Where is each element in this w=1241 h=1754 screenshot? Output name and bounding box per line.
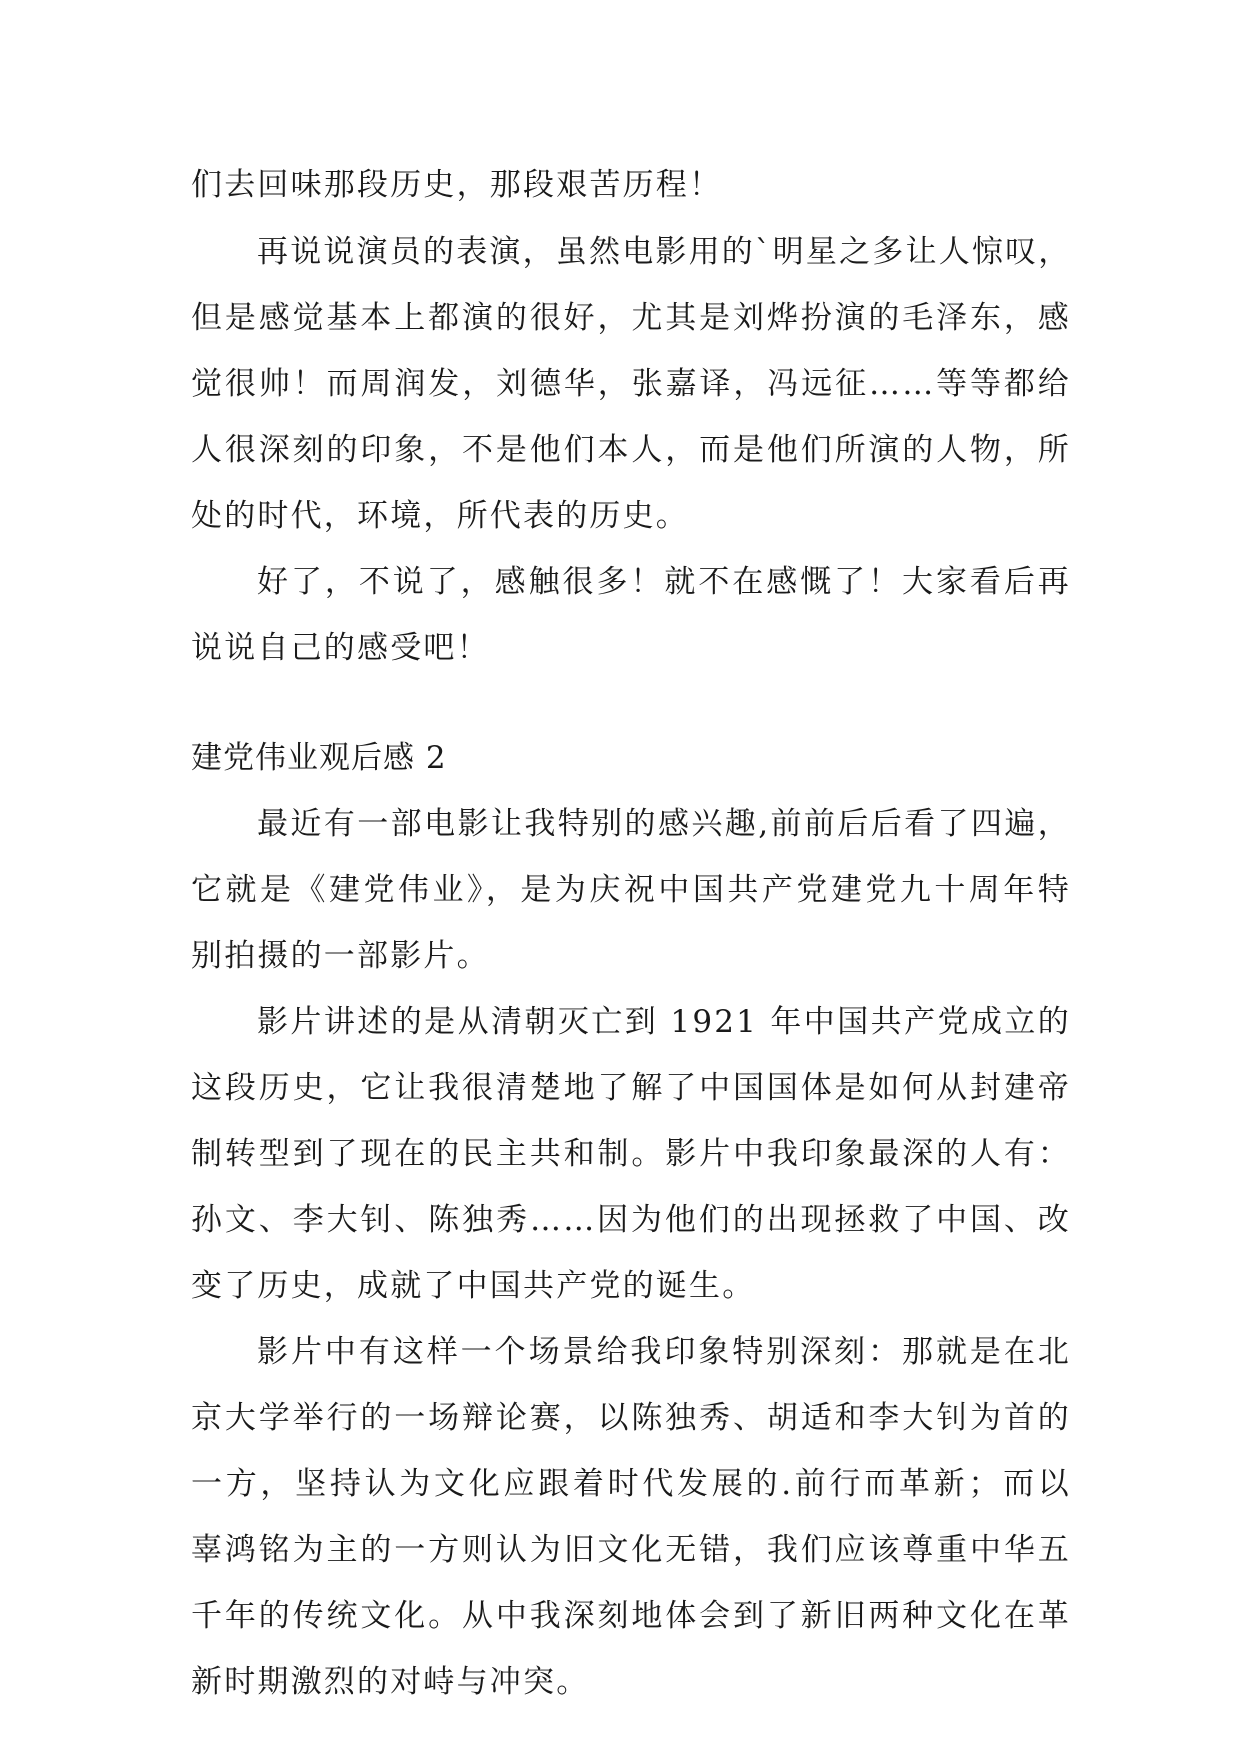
paragraph-line: 制转型到了现在的民主共和制。影片中我印象最深的人有：: [191, 1136, 1071, 1172]
paragraph-line: 京大学举行的一场辩论赛，以陈独秀、胡适和李大钊为首的: [191, 1400, 1071, 1436]
paragraph-first-line: 影片讲述的是从清朝灭亡到 1921 年中国共产党成立的: [257, 1004, 1071, 1040]
paragraph-line: 孙文、李大钊、陈独秀……因为他们的出现拯救了中国、改: [191, 1202, 1071, 1238]
paragraph-line: 处的时代，环境，所代表的历史。: [191, 498, 689, 534]
paragraph-line: 但是感觉基本上都演的很好，尤其是刘烨扮演的毛泽东，感: [191, 300, 1071, 336]
paragraph-line: 人很深刻的印象，不是他们本人，而是他们所演的人物，所: [191, 432, 1071, 468]
paragraph-line: 们去回味那段历史，那段艰苦历程！: [191, 167, 723, 203]
paragraph-first-line: 再说说演员的表演，虽然电影用的`明星之多让人惊叹，: [257, 234, 1072, 270]
paragraph-line: 千年的传统文化。从中我深刻地体会到了新旧两种文化在革: [191, 1598, 1071, 1634]
paragraph-first-line: 最近有一部电影让我特别的感兴趣,前前后后看了四遍，: [257, 806, 1071, 842]
paragraph-line: 这段历史，它让我很清楚地了解了中国国体是如何从封建帝: [191, 1070, 1071, 1106]
paragraph-line: 新时期激烈的对峙与冲突。: [191, 1664, 590, 1700]
paragraph-line: 它就是《建党伟业》，是为庆祝中国共产党建党九十周年特: [191, 872, 1071, 908]
paragraph-first-line: 影片中有这样一个场景给我印象特别深刻：那就是在北: [257, 1334, 1071, 1370]
section-heading: 建党伟业观后感 2: [191, 740, 447, 776]
paragraph-line: 变了历史，成就了中国共产党的诞生。: [191, 1268, 756, 1304]
paragraph-line: 一方，坚持认为文化应跟着时代发展的.前行而革新；而以: [191, 1466, 1071, 1502]
paragraph-line: 说说自己的感受吧！: [191, 630, 490, 666]
paragraph-line: 觉很帅！而周润发，刘德华，张嘉译，冯远征……等等都给: [191, 366, 1071, 402]
paragraph-line: 辜鸿铭为主的一方则认为旧文化无错，我们应该尊重中华五: [191, 1532, 1071, 1568]
paragraph-first-line: 好了，不说了，感触很多！就不在感慨了！大家看后再: [257, 564, 1071, 600]
paragraph-line: 别拍摄的一部影片。: [191, 938, 490, 974]
